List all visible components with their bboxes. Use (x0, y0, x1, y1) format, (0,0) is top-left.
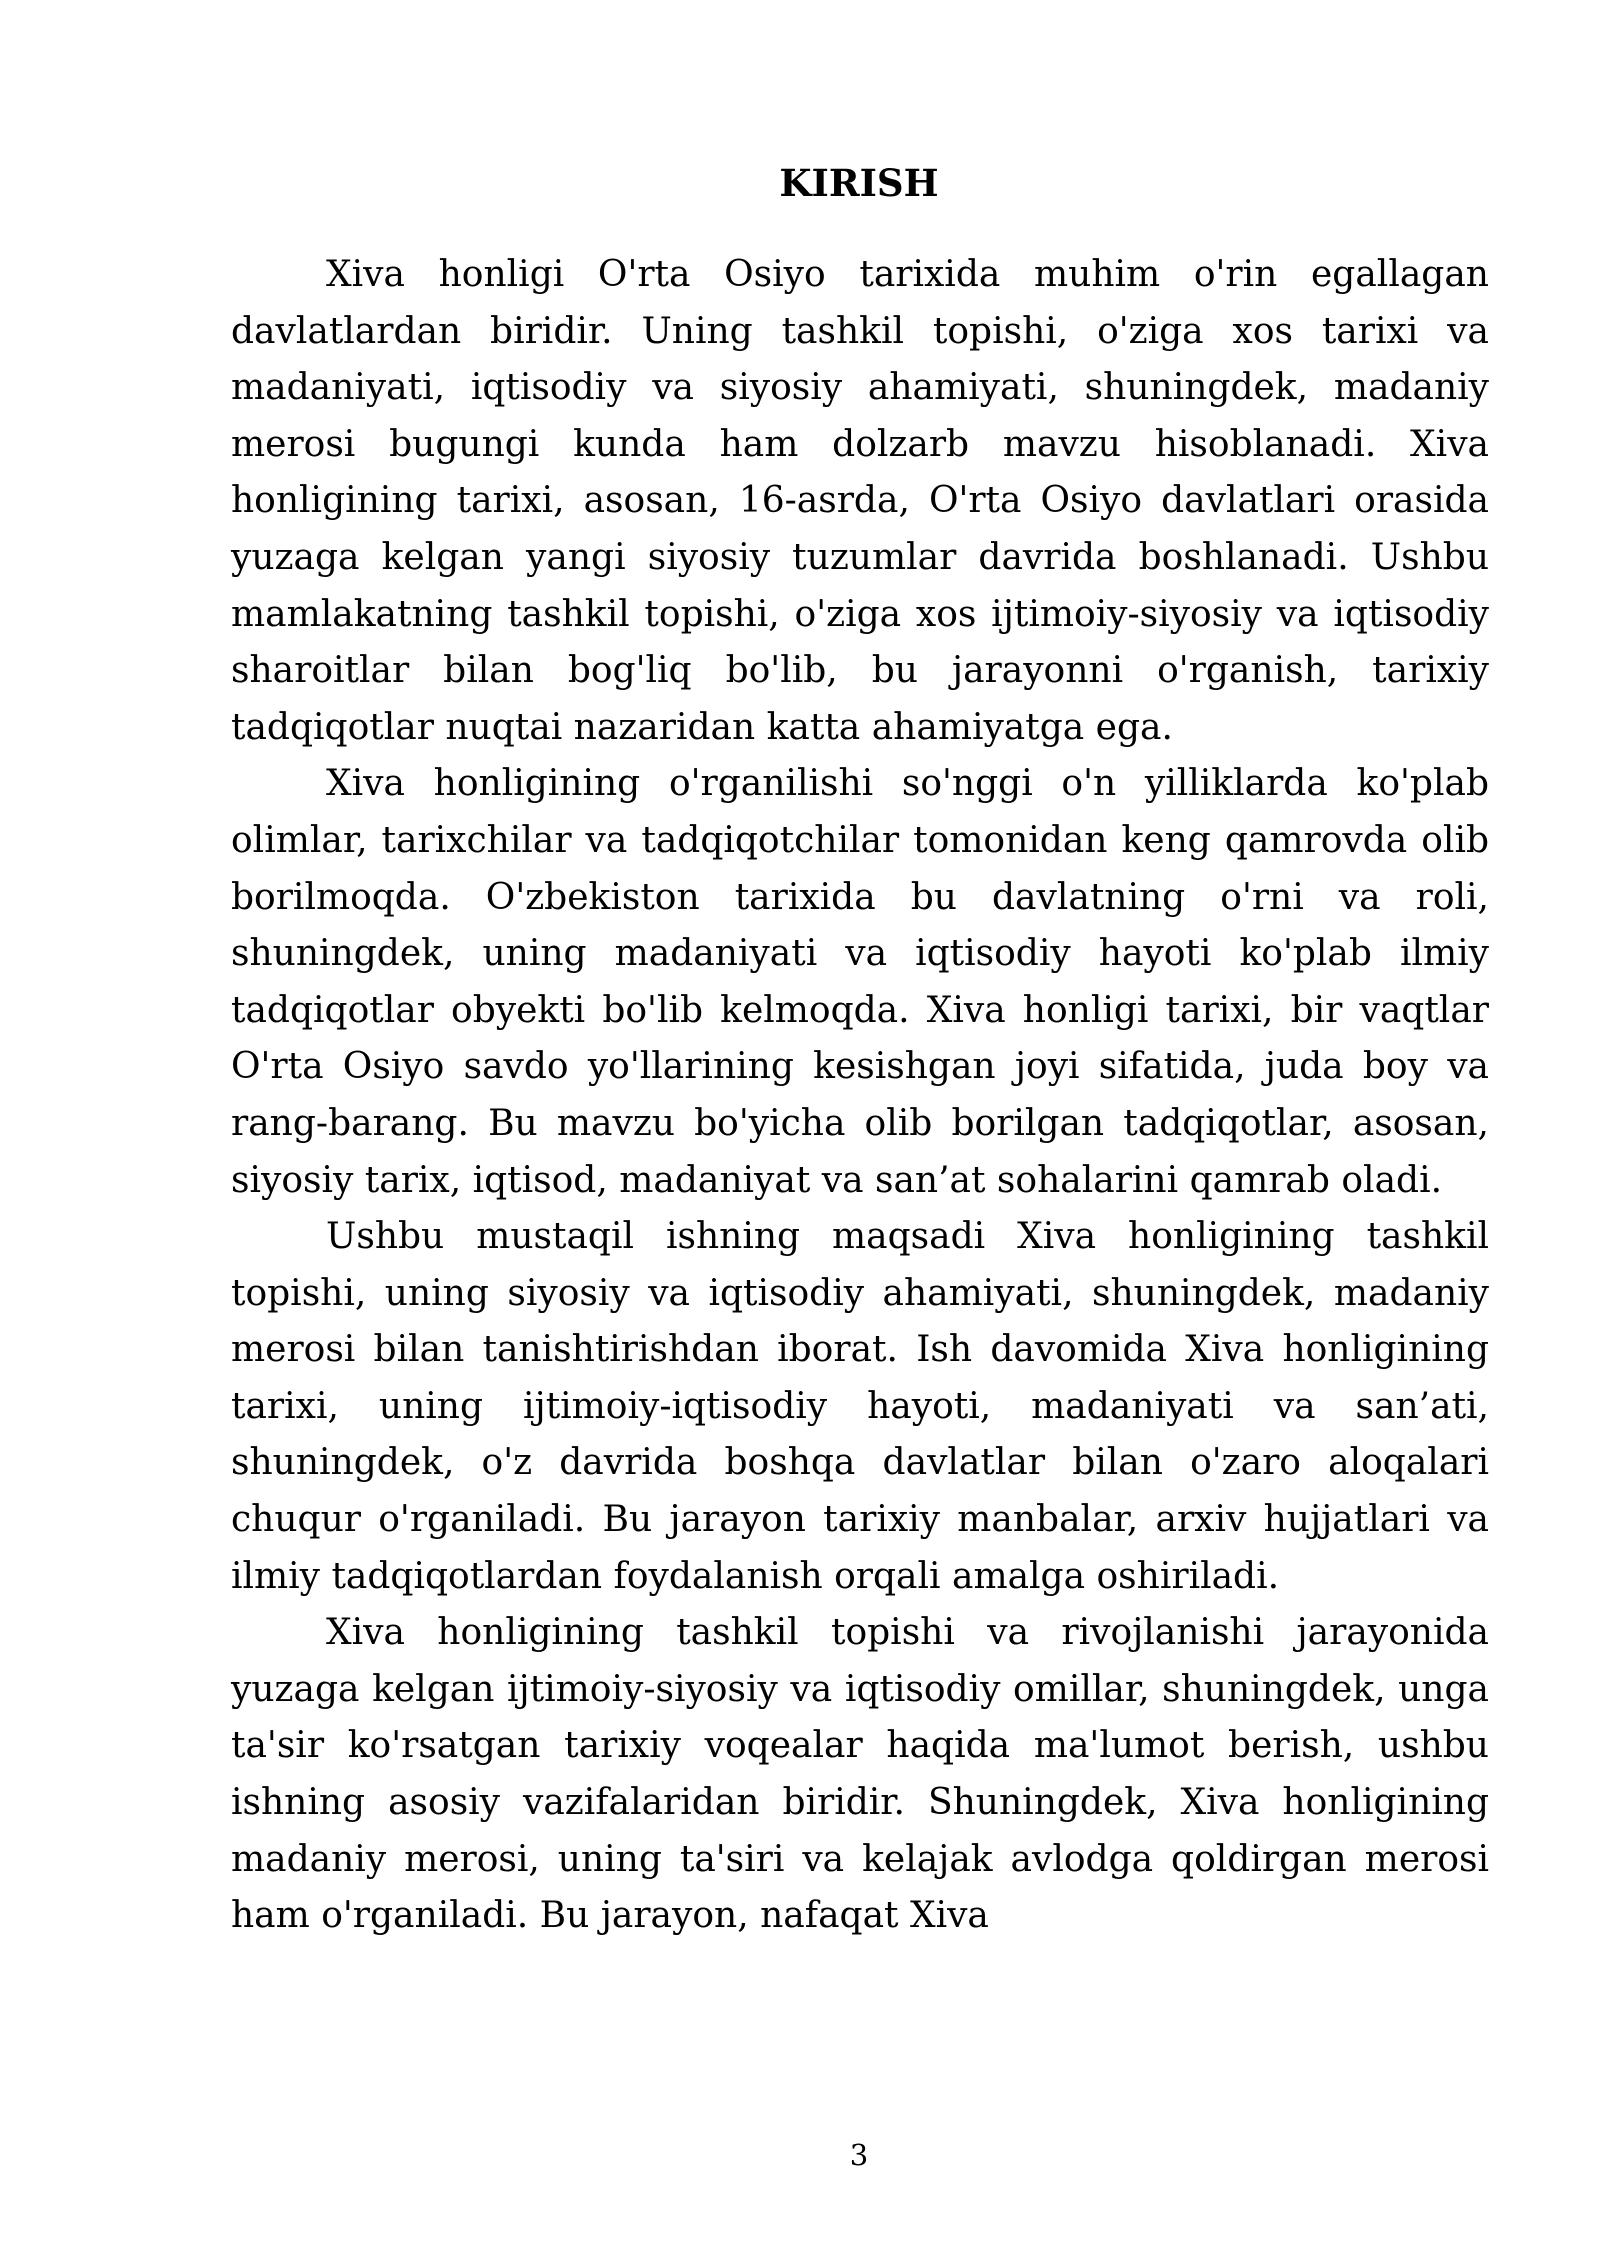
document-body (231, 247, 1489, 1945)
paragraph-2: Xiva honligining o'rganilishi so'nggi o'n yilliklarda ko'plab olimlar, tarixchilar va tadqiqotchilar tomonidan keng qamrovda olib borilmoqda. O'zbekiston tarixida bu davlatning o'rni va roli, shuningdek, uning madaniyati va iqtisodiy hayoti ko'plab ilmiy tadqiqotlar obyekti bo'lib kelmoqda. Xiva honligi tarixi, bir vaqtlar O'rta Osiyo savdo yo'llarining kesishgan joyi sifatida, juda boy va rang-barang. Bu mavzu bo'yicha olib borilgan tadqiqotlar, asosan, siyosiy tarix, iqtisod, madaniyat va san’at sohalarini qamrab oladi. (231, 763, 1489, 1201)
page-title: KIRISH (779, 161, 939, 205)
page-number: 3 (849, 2138, 869, 2172)
paragraph-4: Xiva honligining tashkil topishi va rivojlanishi jarayonida yuzaga kelgan ijtimoiy-siyosiy va iqtisodiy omillar, shuningdek, unga ta'sir ko'rsatgan tarixiy voqealar haqida ma'lumot berish, ushbu ishning asosiy vazifalaridan biridir. Shuningdek, Xiva honligining madaniy merosi, uning ta'siri va kelajak avlodga qoldirgan merosi ham o'rganiladi. Bu jarayon, nafaqat Xiva (231, 1612, 1489, 1937)
paragraph-1: Xiva honligi O'rta Osiyo tarixida muhim o'rin egallagan davlatlardan biridir. Uning tashkil topishi, o'ziga xos tarixi va madaniyati, iqtisodiy va siyosiy ahamiyati, shuningdek, madaniy merosi bugungi kunda ham dolzarb mavzu hisoblanadi. Xiva honligining tarixi, asosan, 16-asrda, O'rta Osiyo davlatlari orasida yuzaga kelgan yangi siyosiy tuzumlar davrida boshlanadi. Ushbu mamlakatning tashkil topishi, o'ziga xos ijtimoiy-siyosiy va iqtisodiy sharoitlar bilan bog'liq bo'lib, bu jarayonni o'rganish, tarixiy tadqiqotlar nuqtai nazaridan katta ahamiyatga ega. (231, 254, 1489, 748)
paragraph-3: Ushbu mustaqil ishning maqsadi Xiva honligining tashkil topishi, uning siyosiy va iqtisodiy ahamiyati, shuningdek, madaniy merosi bilan tanishtirishdan iborat. Ish davomida Xiva honligining tarixi, uning ijtimoiy-iqtisodiy hayoti, madaniyati va san’ati, shuningdek, o'z davrida boshqa davlatlar bilan o'zaro aloqalari chuqur o'rganiladi. Bu jarayon tarixiy manbalar, arxiv hujjatlari va ilmiy tadqiqotlardan foydalanish orqali amalga oshiriladi. (231, 1216, 1489, 1597)
